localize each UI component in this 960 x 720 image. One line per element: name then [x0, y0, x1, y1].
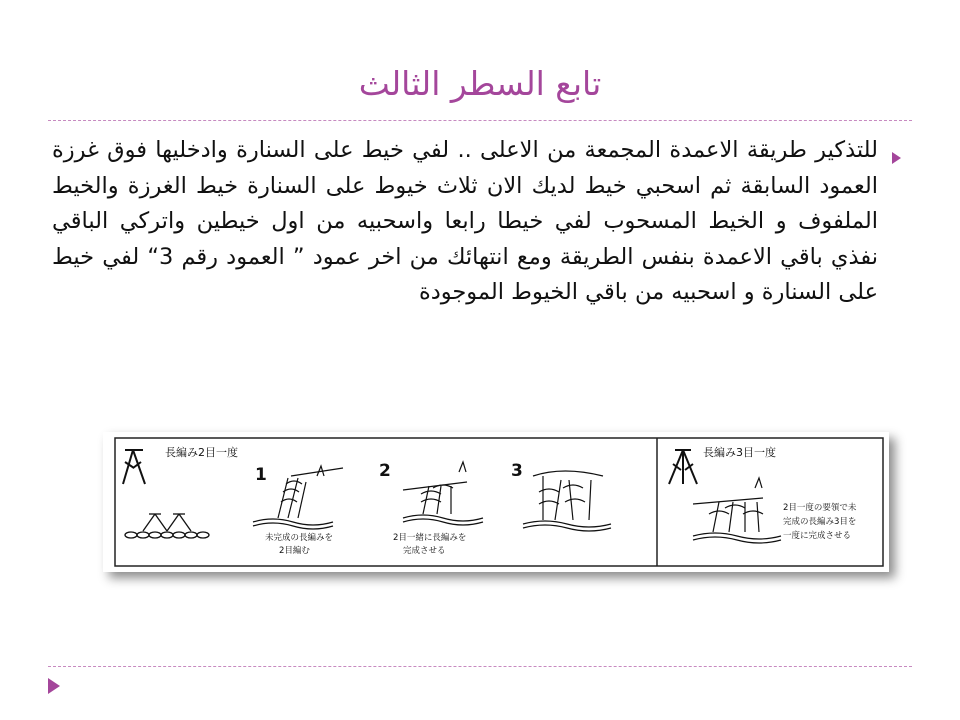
- right-step-illustration-icon: [693, 478, 781, 543]
- step-1-caption-line2: 2目編む: [279, 546, 310, 556]
- right-note-line1: 2目一度の要領で未: [783, 503, 857, 513]
- footer-divider: [48, 666, 912, 667]
- crochet-diagram-art: [103, 432, 889, 572]
- chain-diagram-icon: [125, 514, 209, 538]
- step-1-number: 1: [255, 465, 267, 485]
- left-panel-heading: 長編み2目一度: [165, 446, 238, 459]
- decrease-symbol-icon: [123, 450, 145, 484]
- right-panel-heading: 長編み3目一度: [703, 446, 776, 459]
- three-together-symbol-icon: [669, 450, 697, 484]
- step-2-illustration-icon: [403, 462, 483, 525]
- step-3-illustration-icon: [523, 471, 611, 531]
- step-2-caption-line1: 2目一緒に長編みを: [393, 533, 467, 543]
- title-divider: [48, 120, 912, 121]
- slide-title: تابع السطر الثالث: [358, 64, 602, 103]
- crochet-diagram: [103, 432, 889, 572]
- step-2-caption-line2: 完成させる: [403, 546, 446, 556]
- step-2-number: 2: [379, 461, 391, 481]
- step-3-number: 3: [511, 461, 523, 481]
- step-1-caption-line1: 未完成の長編みを: [265, 533, 334, 543]
- bullet-arrow-icon: [892, 152, 901, 164]
- next-slide-arrow-icon[interactable]: [48, 678, 60, 694]
- instruction-paragraph: للتذكير طريقة الاعمدة المجمعة من الاعلى .. لفي خيط على السنارة وادخليها فوق غرزة العمود السابقة ثم اسحبي خيط لديك الان ثلاث خيوط على السنارة خيط الغرزة والخيط الملفوف و الخيط المسحوب لفي خيطا رابعا واسحبيه من اول خيطين واتركي الباقي نفذي باقي الاعمدة بنفس الطريقة ومع انتهائك من اخر عمود ” العمود رقم 3“ لفي خيط على السنارة و اسحبيه من باقي الخيوط الموجودة: [52, 137, 878, 305]
- right-note-line2: 完成の長編み3目を: [783, 517, 857, 527]
- right-note-line3: 一度に完成させる: [783, 531, 852, 541]
